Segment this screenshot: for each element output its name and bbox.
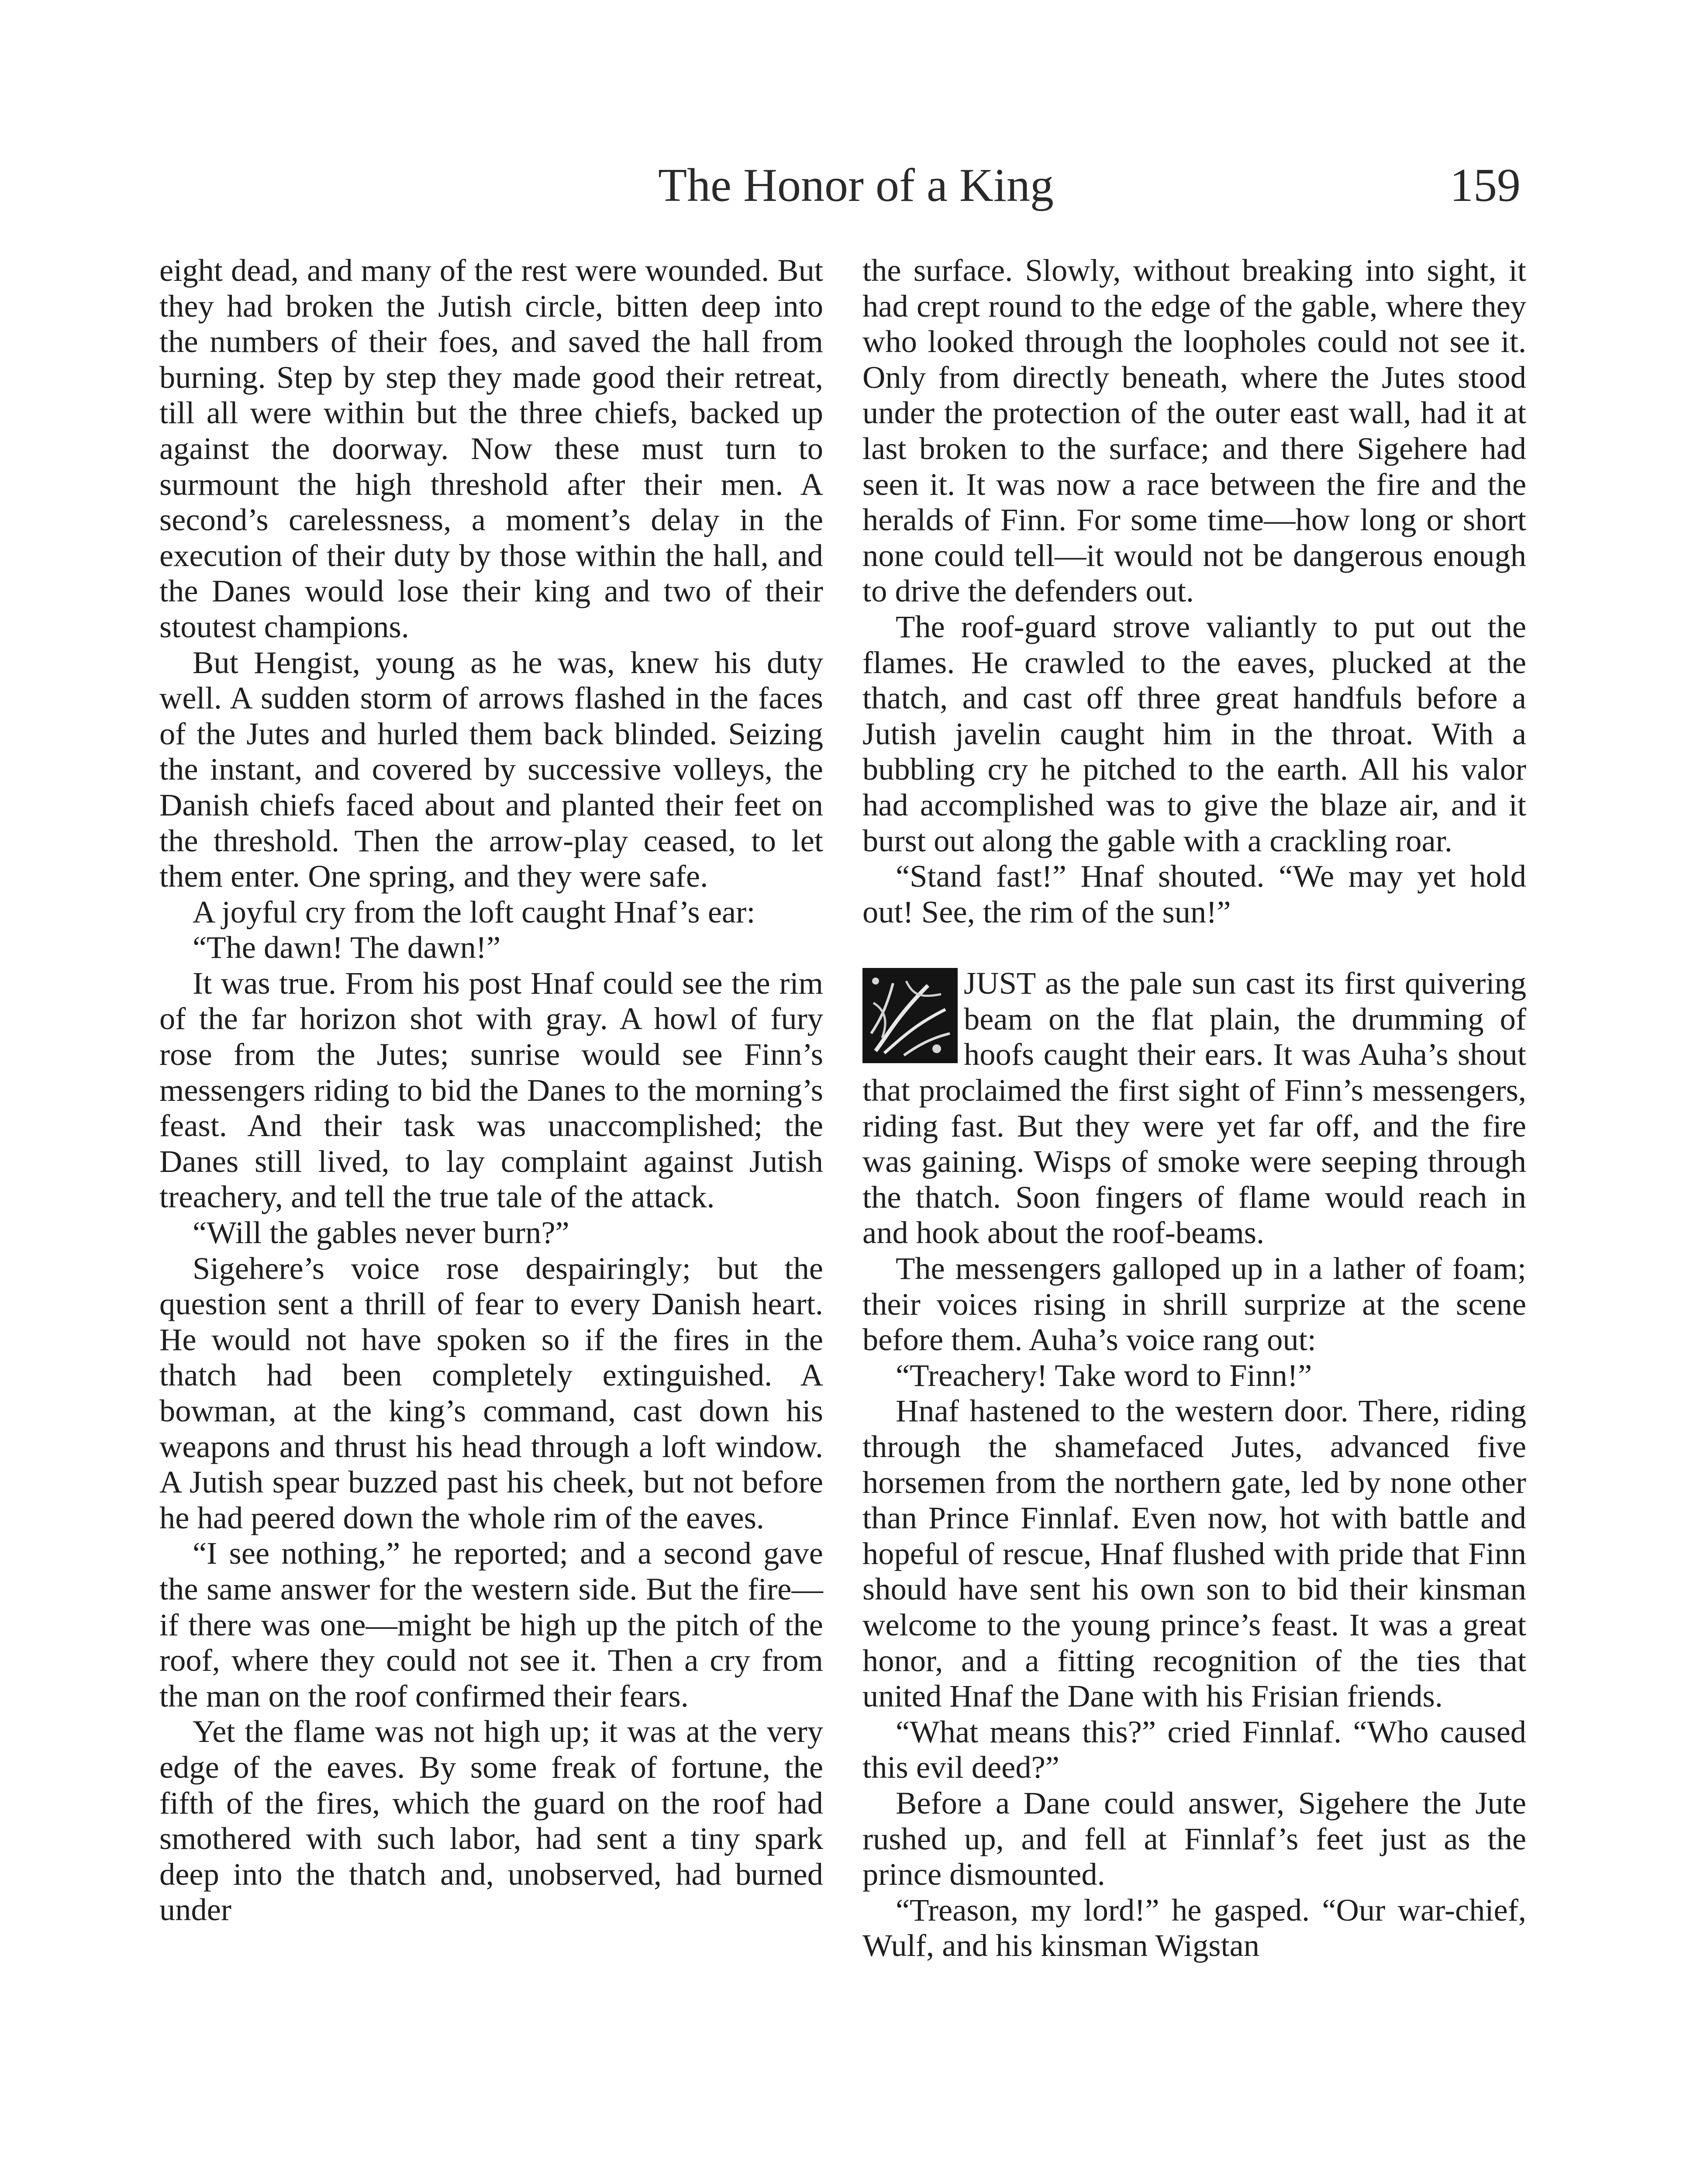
paragraph: Hnaf hastened to the western door. There, riding through the shamefaced Jutes, advanced five horsemen from the northern gate, led by none other than Prince Finnlaf. Even now, hot with battle and hopeful of rescue, Hnaf flushed with pride that Finn should have sent his own son to bid their kinsman welcome to the young prince’s feast. It was a great honor, and a fitting recognition of the ties that united Hnaf the Dane with his Frisian friends. bbox=[862, 1393, 1526, 1714]
left-text-column bbox=[159, 252, 823, 1928]
paragraph: Sigehere’s voice rose despairingly; but the question sent a thrill of fear to every Danish heart. He would not have spoken so if the fires in the thatch had been completely extinguished. A bowman, at the king’s command, cast down his weapons and thrust his head through a loft window. A Jutish spear buzzed past his cheek, but not before he had peered down the whole rim of the eaves. bbox=[159, 1250, 823, 1535]
page-number: 159 bbox=[1450, 159, 1521, 211]
paragraph: “Will the gables never burn?” bbox=[193, 1215, 569, 1251]
paragraph: The messengers galloped up in a lather of foam; their voices rising in shrill surprize at the scene before them. Auha’s voice rang out: bbox=[862, 1251, 1526, 1358]
drop-cap-paragraph: JUST as the pale sun cast its first quivering beam on the flat plain, the drumming of hoofs caught their ears. It was Auha’s shout that proclaimed the first sight of Finn’s messengers, riding fast. But they were yet far off, and the fire was gaining. Wisps of smoke were seeping through the thatch. Soon fingers of flame would reach in and hook about the roof-beams. bbox=[862, 965, 1526, 1251]
section-break bbox=[862, 930, 1526, 965]
paragraph: Before a Dane could answer, Sigehere the Jute rushed up, and fell at Finnlaf’s feet just as the prince dismounted. bbox=[862, 1785, 1526, 1892]
paragraph: It was true. From his post Hnaf could see the rim of the far horizon shot with gray. A howl of fury rose from the Jutes; sunrise would see Finn’s messengers riding to bid the Danes to the morning’s feast. And their task was unaccomplished; the Danes still lived, to lay complaint against Jutish treachery, and tell the true tale of the attack. bbox=[159, 965, 823, 1215]
paragraph: The roof-guard strove valiantly to put out the flames. He crawled to the eaves, plucked at the thatch, and cast off three great handfuls before a Jutish javelin caught him in the throat. With a bubbling cry he pitched to the earth. All his valor had accomplished was to give the blaze air, and it burst out along the gable with a crackling roar. bbox=[862, 608, 1526, 858]
paragraph: “Treason, my lord!” he gasped. “Our war-chief, Wulf, and his kinsman Wigstan bbox=[862, 1892, 1526, 1963]
right-text-column bbox=[862, 252, 1526, 1963]
paragraph: “I see nothing,” he reported; and a second gave the same answer for the western side. But the fire—if there was one—might be high up the pitch of the roof, where they could not see it. Then a cry from the man on the roof confirmed their fears. bbox=[159, 1535, 823, 1714]
paragraph: “The dawn! The dawn!” bbox=[193, 930, 501, 965]
paragraph: “Stand fast!” Hnaf shouted. “We may yet hold out! See, the rim of the sun!” bbox=[862, 858, 1526, 930]
paragraph: the surface. Slowly, without breaking into sight, it had crept round to the edge of the gable, where they who looked through the loopholes could not see it. Only from directly beneath, where the Jutes stood under the protection of the outer east wall, had it at last broken to the surface; and there Sigehere had seen it. It was now a race between the fire and the heralds of Finn. For some time—how long or short none could tell—it would not be dangerous enough to drive the defenders out. bbox=[862, 252, 1526, 609]
running-head-title: The Honor of a King bbox=[658, 159, 1054, 211]
paragraph: A joyful cry from the loft caught Hnaf’s ear: bbox=[193, 894, 755, 930]
paragraph: “What means this?” cried Finnlaf. “Who caused this evil deed?” bbox=[862, 1714, 1526, 1785]
paragraph: eight dead, and many of the rest were wounded. But they had broken the Jutish circle, bitten deep into the numbers of their foes, and saved the hall from burning. Step by step they made good their retreat, till all were within but the three chiefs, backed up against the doorway. Now these must turn to surmount the high threshold after their men. A second’s carelessness, a moment’s delay in the execution of their duty by those within the hall, and the Danes would lose their king and two of their stoutest champions. bbox=[159, 252, 823, 644]
paragraph: Yet the flame was not high up; it was at the very edge of the eaves. By some freak of fortune, the fifth of the fires, which the guard on the roof had smothered with such labor, had sent a tiny spark deep into the thatch and, unobserved, had burned under bbox=[159, 1714, 823, 1928]
ornamental-drop-cap-icon bbox=[862, 968, 958, 1063]
paragraph: But Hengist, young as he was, knew his duty well. A sudden storm of arrows flashed in the faces of the Jutes and hurled them back blinded. Seizing the instant, and covered by successive volleys, the Danish chiefs faced about and planted their feet on the threshold. Then the arrow-play ceased, to let them enter. One spring, and they were safe. bbox=[159, 644, 823, 894]
paragraph: “Treachery! Take word to Finn!” bbox=[896, 1357, 1312, 1393]
